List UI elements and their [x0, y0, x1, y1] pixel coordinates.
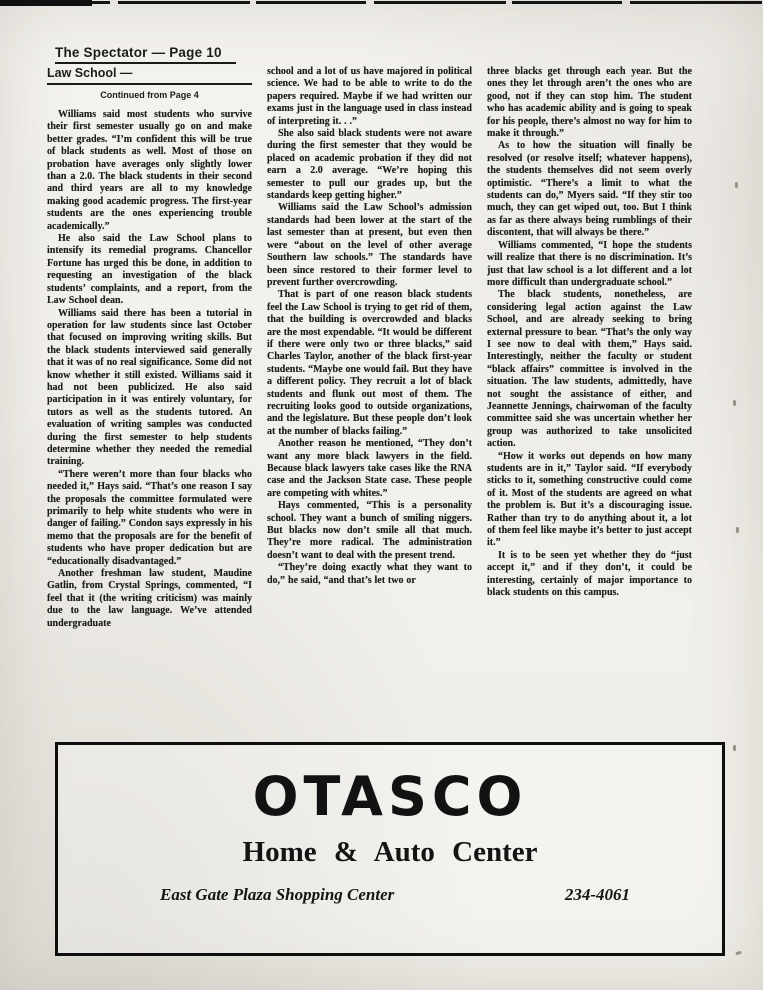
ad-location: East Gate Plaza Shopping Center	[160, 885, 395, 904]
scan-artifact-topline	[0, 1, 763, 4]
paragraph: Another reason he mentioned, “They don’t want any more black lawyers in the field. Because black lawyers take cases like the RNA case and the Jackson State case. These people are competing with whites.”	[267, 438, 472, 499]
paragraph: “How it works out depends on how many students are in it,” Taylor said. “If everybody sticks to it, something constructive could come of it. Most of the students are agreed on what the problem is. But it’s a discouraging issue. Rather than try to do anything about it, a lot of them feel like maybe it’s better to just accept it.”	[487, 450, 692, 549]
masthead	[55, 44, 236, 64]
ad-subtitle: Home & Auto Center	[242, 836, 538, 868]
paragraph: Another freshman law student, Maudine Gatlin, from Crystal Springs, commented, “I feel that it (the writing criticism) was mainly due to the law language. We’ve attended undergraduate	[47, 568, 252, 629]
article-columns	[47, 66, 692, 742]
scan-speck	[735, 951, 742, 956]
scan-speck	[735, 182, 738, 188]
paragraph: Hays commented, “This is a personality school. They want a bunch of smiling niggers. But blacks now don’t smile all that much. They’re more radical. The administration doesn’t want to deal with the present trend.	[267, 500, 472, 561]
paragraph: “There weren’t more than four blacks who needed it,” Hays said. “That’s one reason I say the proposals the committee formulated were primarily to help white students who were in danger of failing.” Condon says expressly in his memo that the proposals are for the benefit of students who have proper dedication but are “educationally disadvantaged.”	[47, 468, 252, 567]
paragraph: Williams commented, “I hope the students will realize that there is no discrimination. It’s just that law school is a lot different and a lot more difficult than undergraduate school.”	[487, 239, 692, 288]
paragraph: He also said the Law School plans to intensify its remedial programs. Chancellor Fortune has urged this be done, in addition to requesting an investigation of the black students’ complaints, and a report, from the Law School dean.	[47, 233, 252, 307]
ad-phone: 234-4061	[564, 885, 630, 904]
paragraph: As to how the situation will finally be resolved (or resolve itself; whatever happens), the students themselves did not seem overly optimistic. “There’s a limit to what the students can do,” Myers said. “If they stir too much, they can get wiped out, too. But I think as far as there always being rumblings of their discontent, that will always be there.”	[487, 140, 692, 239]
article-column-2	[267, 66, 472, 742]
ad-brand: OTASCO	[252, 765, 528, 828]
paragraph: She also said black students were not aware during the first semester that they would be placed on academic probation if they did not earn a 2.0 average. “We’re hoping this semester to pull our grades up, but the standards keep getting higher.”	[267, 128, 472, 202]
ad-box	[55, 742, 725, 956]
article-title: Law School —	[47, 66, 252, 85]
scan-speck	[733, 400, 736, 406]
paragraph: Williams said there has been a tutorial in operation for law students since last October that focused on improving writing skills. But the black students interviewed said generally that it was of no real significance. Some did not know whether it still existed. Williams said it had not been publicized. He also said participation in it was entirely voluntary, for tutors as well as the students tutored. An evaluation of writing samples was conducted during the first semester to help students determine whether they needed the remedial training.	[47, 307, 252, 468]
continuation-note: Continued from Page 4	[100, 90, 199, 100]
paragraph: It is to be seen yet whether they do “just accept it,” and if they don’t, it could be interesting, certainly of major importance to black students on this campus.	[487, 549, 692, 599]
masthead-title: The Spectator — Page 10	[55, 45, 236, 64]
paragraph: The black students, nonetheless, are considering legal action against the Law School, and are already seeking to bring external pressure to bear. “That’s the only way I see now to deal with them,” Hays said. Interestingly, neither the faculty or student “black affairs” committee is involved in the situation. The law students, admittedly, have not sought the assistance of either, and Jeannette Jennings, chairwoman of the faculty committee said she was uncertain whether her group was authorized to take unsolicited action.	[487, 289, 692, 450]
article-column-3	[487, 66, 692, 742]
ad-bottom-row	[58, 869, 722, 905]
paragraph: three blacks get through each year. But the ones they let through aren’t the ones who are good, not if they can stop him. The student who has academic ability and is going to speak for his people, there’s almost no way for him to make it through.”	[487, 66, 692, 140]
paragraph: Williams said the Law School’s admission standards had been lower at the start of the last semester than at present, but even then were “about on the level of other average Southern law schools.” The standards have been since restored to their former level to prevent further overcrowding.	[267, 202, 472, 288]
scan-speck	[733, 745, 736, 751]
article-column-1	[47, 66, 252, 742]
scan-speck	[736, 527, 739, 533]
paragraph: “They’re doing exactly what they want to do,” he said, “and that’s let two or	[267, 562, 472, 586]
paragraph: That is part of one reason black students feel the Law School is trying to get rid of them, that the building is overcrowded and blacks are the most expendable. “It would be different if there were only two or three blacks,” said Charles Taylor, another of the black first-year students. “Maybe one would fail. But they have a different policy. They recruit a lot of black students and flunk out most of them. The recruiting looks good to outside organizations, and the legislature. But these people don’t look at the number of blacks failing.”	[267, 289, 472, 437]
paragraph: Williams said most students who survive their first semester usually go on and make better grades. “I’m confident this will be true of black students as well. Most of those on probation have averages only slightly lower than a 2.0. The black students in their second and third years are all to my knowledge making good academic progress. The first-year students are the ones experiencing trouble academically.”	[47, 109, 252, 232]
paragraph: school and a lot of us have majored in political science. We had to be able to write to do the papers required. Maybe if we had written our exams just in the language used in class instead of interpreting it. . .”	[267, 66, 472, 127]
